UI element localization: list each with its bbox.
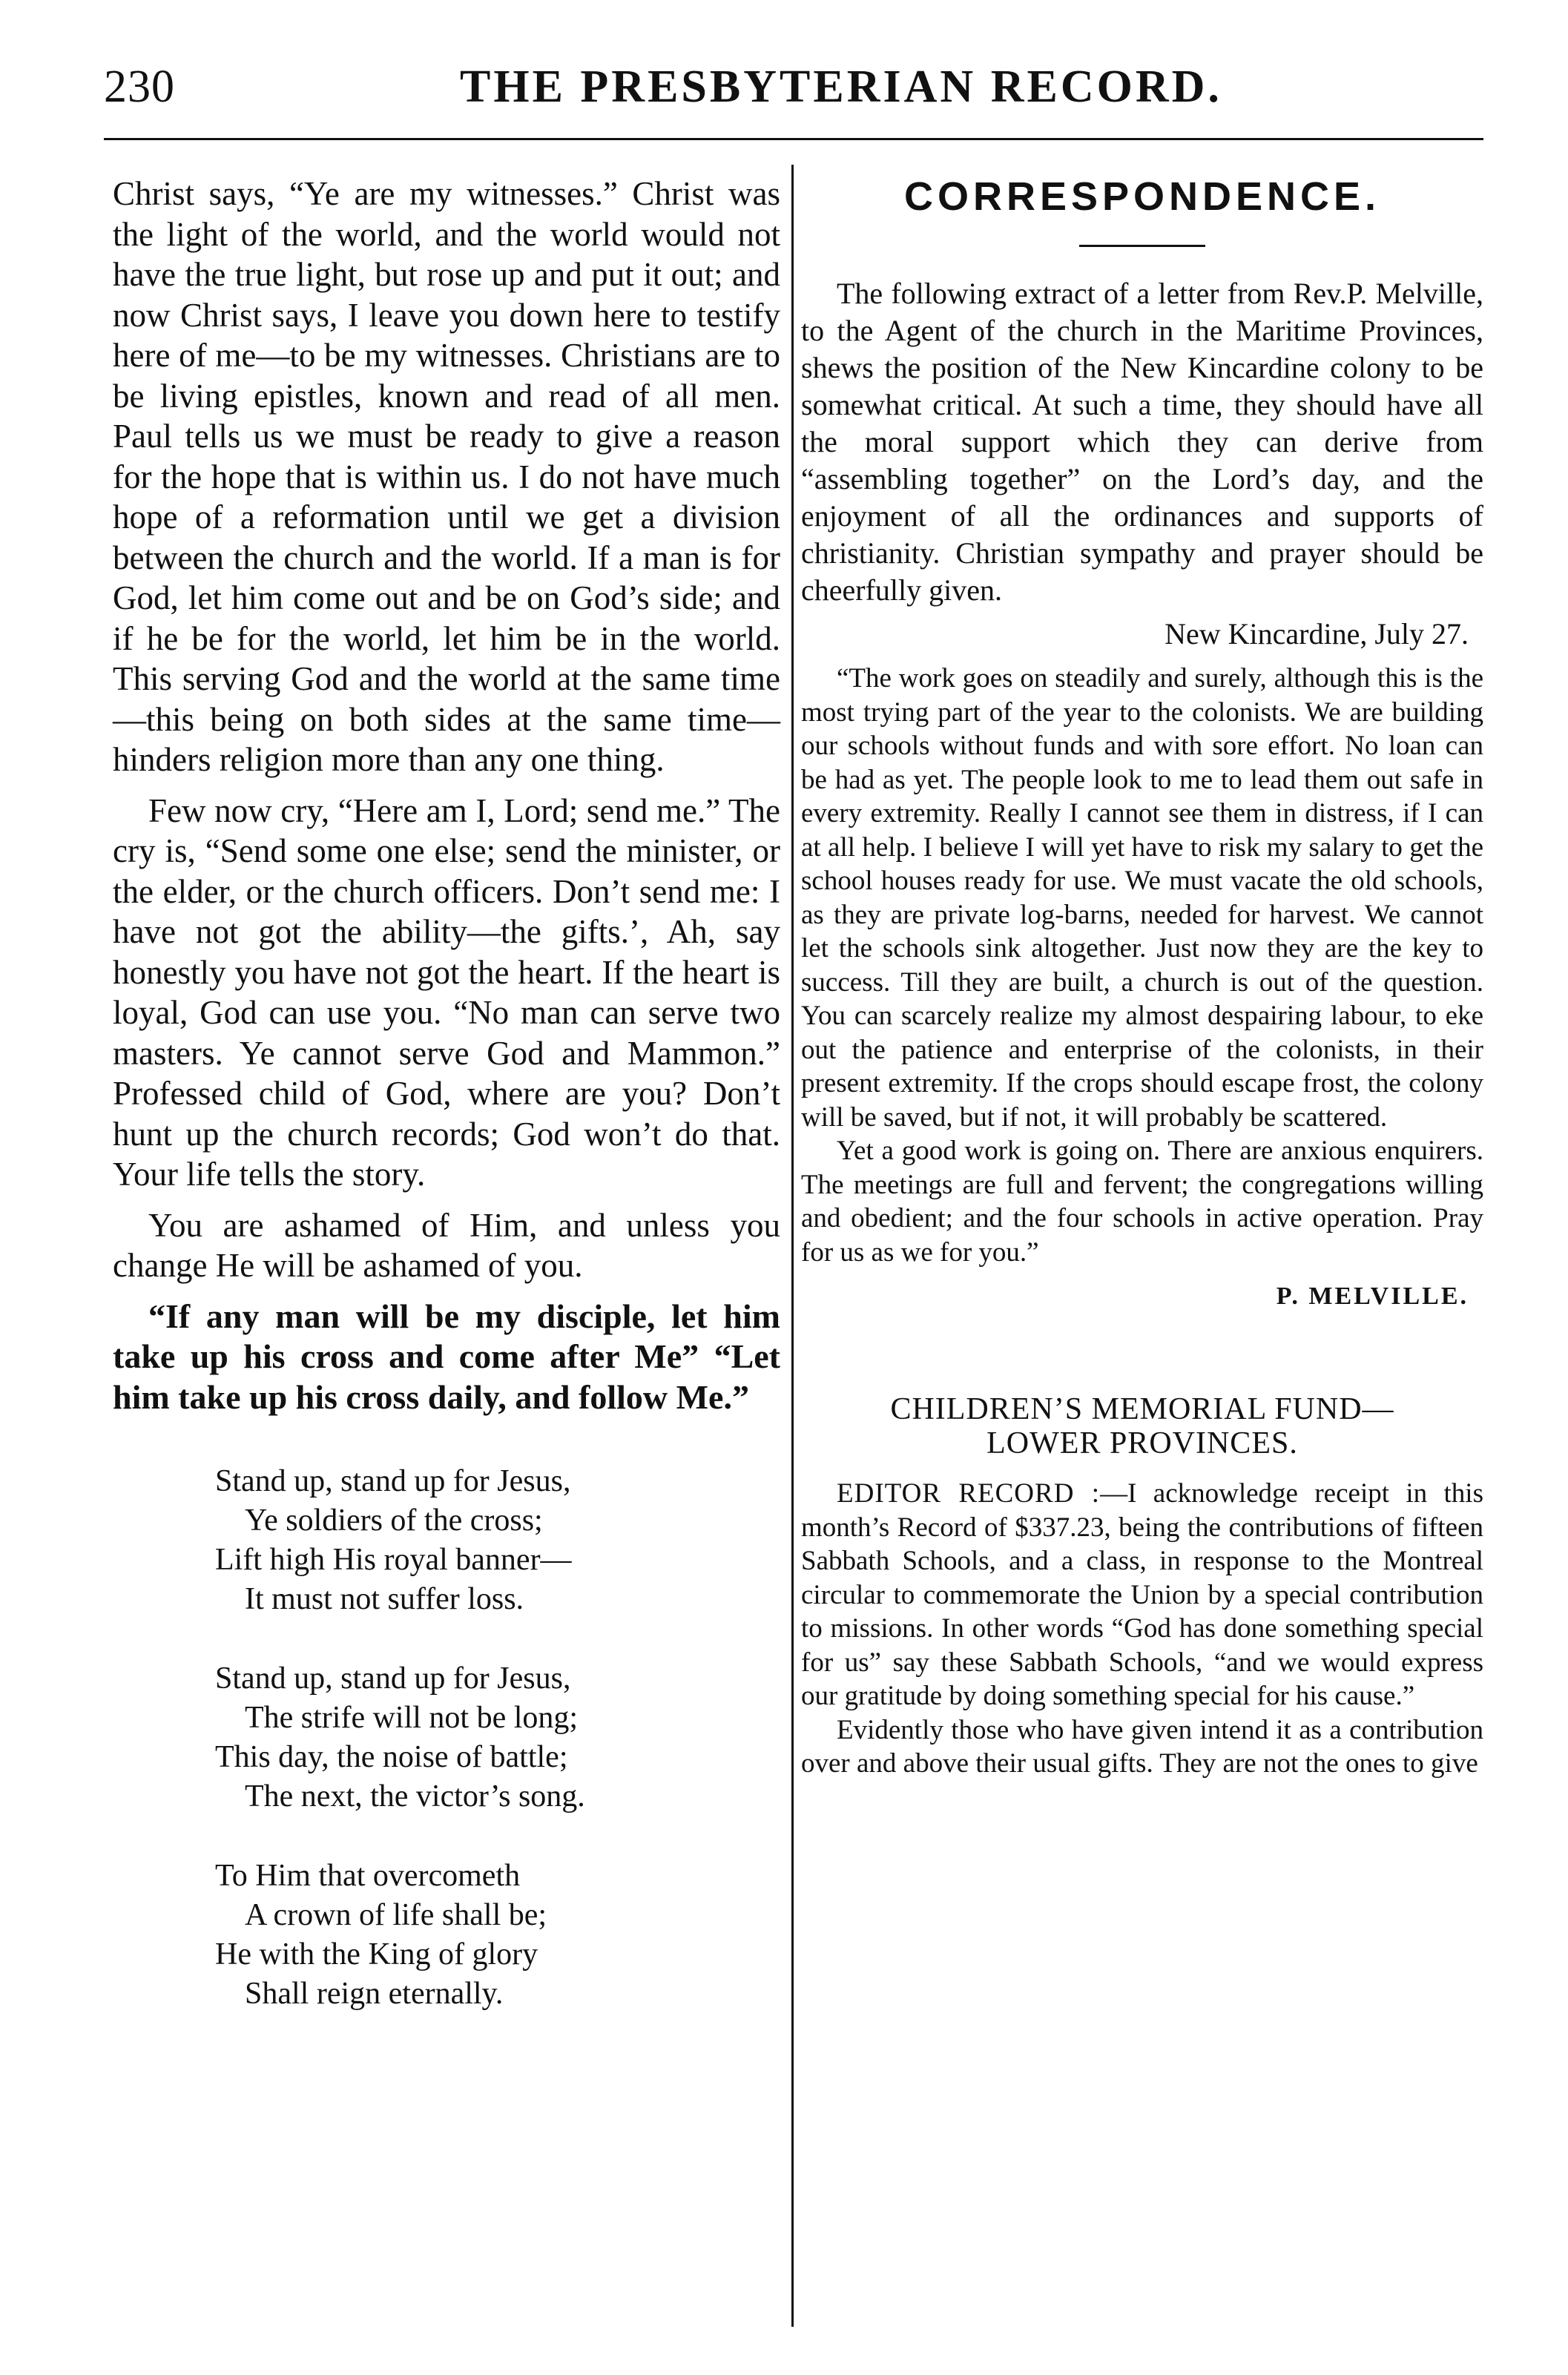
letter-paragraph: “The work goes on steadily and surely, although this is the most trying part of the year to the colonists. We are building our schools without funds and with sore effort. No loan can be had as yet. The people look to me to lead them out safe in every extremity. Really I cannot see them in distress, if I can at all help. I believe I will yet have to risk my salary to get the school houses ready for use. We must vacate the old schools, as they are private log-barns, needed for harvest. We cannot let the schools sink altogether. Just now they are the key to success. Till they are built, a church is out of the question. You can scarcely realize my almost despairing labour, to eke out the patience and enterprise of the colonists, in their present extremity. If the crops should escape frost, the colony will be saved, but if not, it will probably be scattered. <box>801 663 1483 1133</box>
letter-paragraph: Yet a good work is going on. There are anxious enquirers. The meetings are full and fervent; the congregations willing and obedient; and the four schools in active operation. Pray for us as we for you.” <box>801 1136 1483 1268</box>
poem-line: Shall reign eternally. <box>245 1977 504 2011</box>
salutation: EDITOR RECORD : <box>837 1478 1101 1509</box>
page-number: 230 <box>104 62 175 112</box>
right-column <box>801 174 1483 1781</box>
intro-paragraph: The following extract of a letter from Rev.P. Melville, to the Agent of the church in the Maritime Provinces, shews the position of the New Kincardine colony to be somewhat critical. At such a time, they should have all the moral support which they can derive from “assembling together” on the Lord’s day, and the enjoyment of all the ordinances and supports of christianity. Christian sympathy and prayer should be cheerfully given. <box>801 277 1483 607</box>
poem-line: It must not suffer loss. <box>245 1582 524 1616</box>
body-paragraph: Evidently those who have given intend it as a contribution over and above their usual gifts. They are not the ones to give <box>801 1714 1483 1779</box>
poem-line: The next, the victor’s song. <box>245 1779 585 1814</box>
poem-line: To Him that overcometh <box>215 1859 521 1893</box>
heading-line: LOWER PROVINCES. <box>986 1426 1298 1460</box>
heading-line: CHILDREN’S MEMORIAL FUND— <box>890 1392 1394 1426</box>
section-heading: CORRESPONDENCE. <box>903 174 1381 219</box>
poem-line: Stand up, stand up for Jesus, <box>215 1661 571 1696</box>
scripture-quote: “If any man will be my disciple, let him take up his cross and come after Me” “Let him take up his cross daily, and follow Me.” <box>113 1297 780 1416</box>
letter-dateline: New Kincardine, July 27. <box>1165 617 1469 650</box>
section-heading <box>801 1392 1483 1460</box>
paragraph-text: —I acknowledge receipt in this month’s Record of $337.23, being the contributions of fifteen Sabbath Schools, and a class, in response to the Montreal circular to commemorate the Union by a special contribution to missions. In other words “God has done something special for us” say these Sabbath Schools, “and we would express our gratitude by doing something special for his cause.” <box>801 1478 1483 1711</box>
running-head: THE PRESBYTERIAN RECORD. <box>460 62 1222 112</box>
poem-line: A crown of life shall be; <box>245 1898 547 1932</box>
letter-signature: P. MELVILLE. <box>1276 1282 1469 1310</box>
poem-stanza <box>215 1659 780 1816</box>
body-paragraph: Christ says, “Ye are my witnesses.” Christ was the light of the world, and the world would not have the true light, but rose up and put it out; and now Christ says, I leave you down here to testify here of me—to be my witnesses. Christians are to be living epistles, known and read of all men. Paul tells us we must be ready to give a reason for the hope that is within us. I do not have much hope of a reformation until we get a division between the church and the world. If a man is for God, let him come out and be on God’s side; and if he be for the world, let him be in the world. This serving God and the world at the same time—this being on both sides at the same time—hinders religion more than any one thing. <box>113 175 780 778</box>
body-paragraph <box>801 1477 1483 1713</box>
poem-stanza <box>215 1462 780 1619</box>
column-divider <box>791 165 794 2327</box>
poem-line: Lift high His royal banner— <box>215 1543 572 1577</box>
poem-line: The strife will not be long; <box>245 1701 579 1735</box>
body-paragraph: You are ashamed of Him, and unless you change He will be ashamed of you. <box>113 1206 780 1284</box>
body-paragraph: Few now cry, “Here am I, Lord; send me.” The cry is, “Send some one else; send the minister, or the elder, or the church officers. Don’t send me: I have not got the ability—the gifts.’, Ah, say honestly you have not got the heart. If the heart is loyal, God can use you. “No man can serve two masters. Ye cannot serve God and Mammon.” Professed child of God, where are you? Don’t hunt up the church records; God won’t do that. Your life tells the story. <box>113 791 780 1193</box>
poem-line: Stand up, stand up for Jesus, <box>215 1464 571 1498</box>
left-column <box>113 174 780 2054</box>
poem-line: He with the King of glory <box>215 1937 538 1972</box>
heading-rule <box>1079 245 1205 247</box>
poem-line: Ye soldiers of the cross; <box>245 1503 543 1538</box>
poem-line: This day, the noise of battle; <box>215 1740 568 1774</box>
hymn-poem <box>215 1462 780 2014</box>
poem-stanza <box>215 1857 780 2014</box>
header-rule <box>104 138 1483 140</box>
